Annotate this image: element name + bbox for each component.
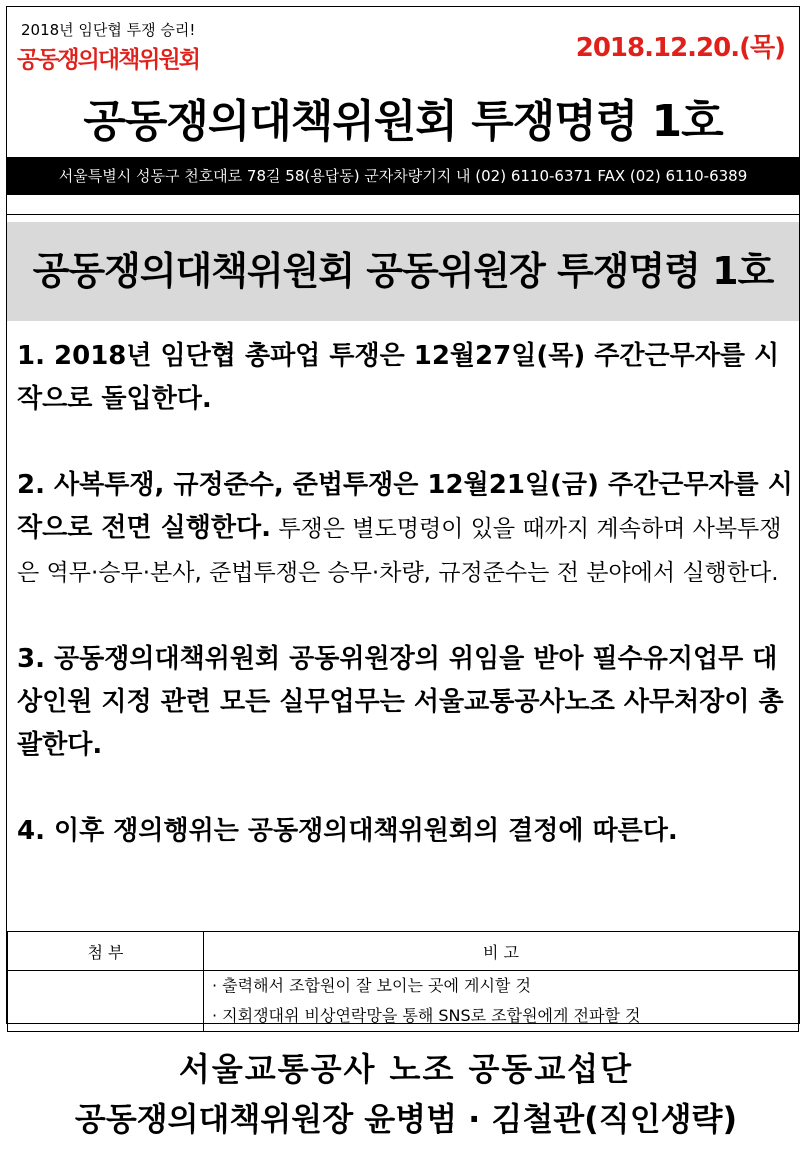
order-4: 4. 이후 쟁의행위는 공동쟁의대책위원회의 결정에 따른다. [17,816,678,846]
table-header-row [8,932,799,971]
document-frame [6,6,800,1024]
footer-org: 서울교통공사 노조 공동교섭단 [178,1050,634,1088]
order-2: 2. 사복투쟁, 규정준수, 준법투쟁은 12월21일(금) 주간근무자를 시작으로 전면 실행한다. 투쟁은 별도명령이 있을 때까지 계속하며 사복투쟁은 역무·승무·본사, 준법투쟁은 승무·차량, 규정준수는 전 분야에서 실행한다. [17,470,793,586]
section-title: 공동쟁의대책위원회 공동위원장 투쟁명령 1호 [7,222,799,321]
order-3: 3. 공동쟁의대책위원회 공동위원장의 위임을 받아 필수유지업무 대상인원 지정 관련 모든 실무업무는 서울교통공사노조 사무처장이 총괄한다. [17,644,784,760]
remarks-header: 비 고 [204,932,799,971]
remarks-cell [204,971,799,1032]
page-title: 공동쟁의대책위원회 투쟁명령 1호 [83,96,723,147]
attachment-cell [8,971,204,1032]
orders-body [17,335,793,853]
issue-date: 2018.12.20.(목) [575,33,785,63]
note-1: · 출력해서 조합원이 잘 보이는 곳에 게시할 것 [212,976,531,995]
slogan: 2018년 임단협 투쟁 승리! [21,21,196,39]
note-2: · 지회쟁대위 비상연락망을 통해 SNS로 조합원에게 전파할 것 [212,1006,641,1025]
divider [7,214,799,215]
footer-signatory: 공동쟁의대책위원장 윤병범 · 김철관(직인생략) [74,1100,738,1138]
order-1: 1. 2018년 임단협 총파업 투쟁은 12월27일(목) 주간근무자를 시작으로 돌입한다. [17,341,780,414]
attachment-header: 첨 부 [8,932,204,971]
org-name: 공동쟁의대책위원회 [17,47,199,73]
order-2-detail: 투쟁은 별도명령이 있을 때까지 계속하며 사복투쟁은 역무·승무·본사, 준법투쟁은 승무·차량, 규정준수는 전 분야에서 실행한다. [17,516,782,586]
address-bar: 서울특별시 성동구 천호대로 78길 58(용답동) 군자차량기지 내 (02) 6110-6371 FAX (02) 6110-6389 [7,157,799,195]
table-row [8,971,799,1032]
attachment-table [7,931,799,1032]
